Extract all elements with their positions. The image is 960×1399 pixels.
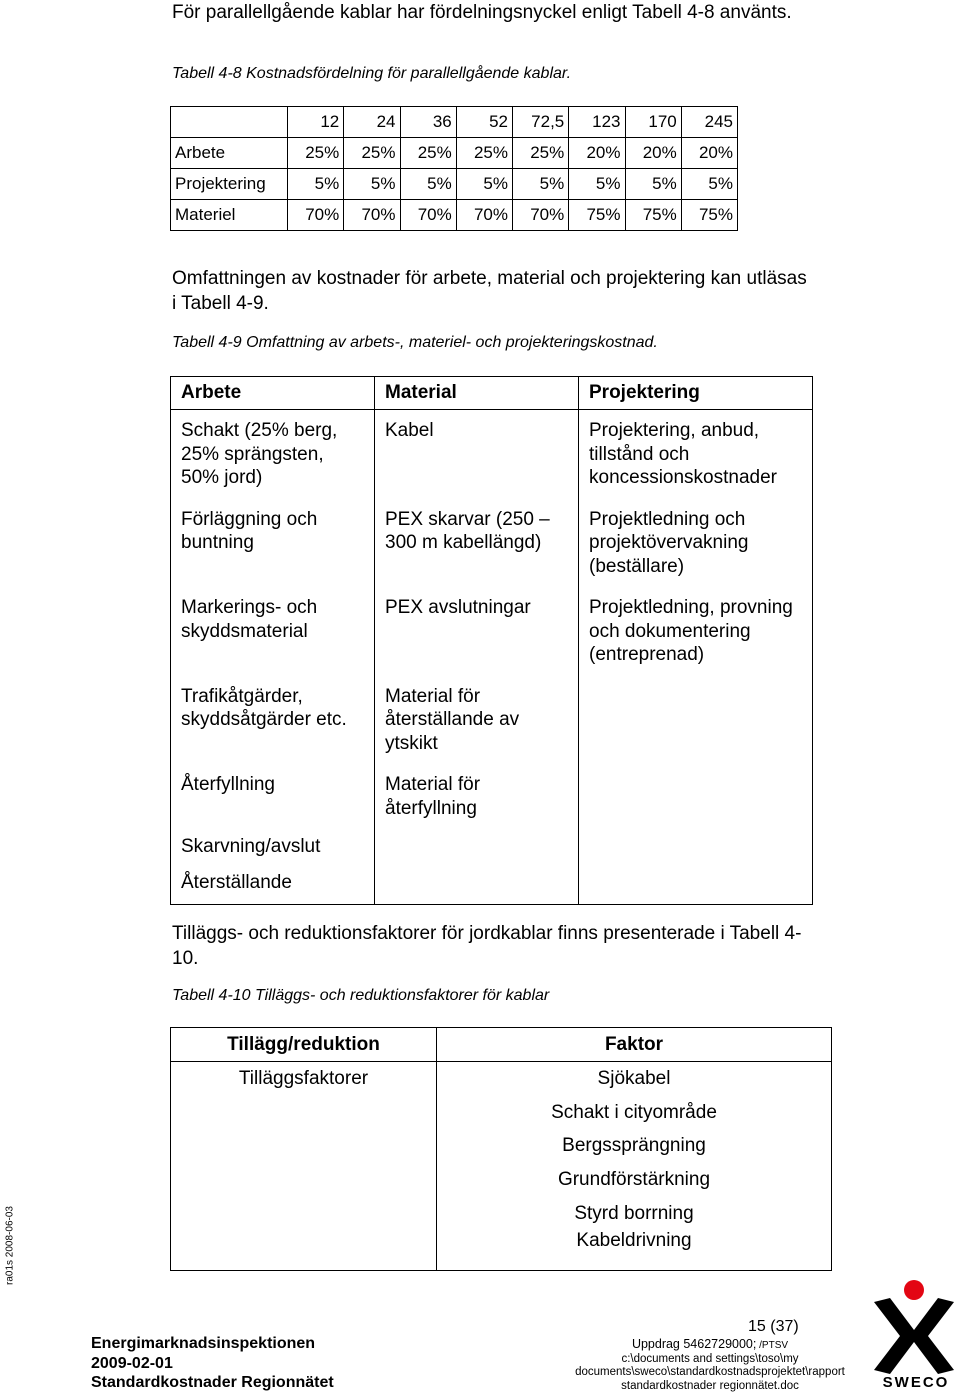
table-header-row	[171, 107, 738, 138]
row-label: Projektering	[171, 169, 288, 200]
table-cell	[171, 1096, 437, 1130]
table-cell: 70%	[400, 200, 456, 231]
header-cell: 36	[400, 107, 456, 138]
header-cell: 72,5	[513, 107, 569, 138]
footer-organization: Energimarknadsinspektionen	[91, 1335, 316, 1352]
table-cell: 5%	[400, 169, 456, 200]
table-cell: 75%	[625, 200, 681, 231]
table-row	[171, 1163, 832, 1197]
table-cell: Schakt (25% berg, 25% sprängsten, 50% jord)	[171, 410, 375, 499]
template-version-label: ra01s 2008-06-03	[4, 1206, 16, 1285]
table-cell: Projektledning och projektövervakning (beställare)	[579, 499, 813, 588]
table-row	[171, 138, 738, 169]
table-cell: Kabeldrivning	[437, 1230, 832, 1271]
table-cell: Förläggning och buntning	[171, 499, 375, 588]
table-cell	[375, 865, 579, 905]
assignment-number: Uppdrag 5462729000;	[631, 1337, 757, 1351]
table-cell: 5%	[344, 169, 400, 200]
table-cell	[579, 865, 813, 905]
table-row	[171, 1062, 832, 1096]
table-row	[171, 499, 813, 588]
header-cell: Projektering	[579, 377, 813, 410]
header-cell: 24	[344, 107, 400, 138]
sweco-logo	[866, 1270, 960, 1394]
footer-path-line-1: c:\documents and settings\toso\my	[621, 1353, 799, 1365]
table-row	[171, 1197, 832, 1231]
page-number: 15 (37)	[748, 1318, 799, 1335]
table-cell: 20%	[625, 138, 681, 169]
table-cell: Grundförstärkning	[437, 1163, 832, 1197]
footer-path-line-3: standardkostnader regionnätet.doc	[621, 1380, 799, 1392]
table-cell: 25%	[513, 138, 569, 169]
table-cell: 20%	[681, 138, 737, 169]
table48-caption: Tabell 4-8 Kostnadsfördelning för parallellgående kablar.	[172, 65, 572, 82]
table-cell	[171, 1197, 437, 1231]
table-row	[171, 410, 813, 499]
header-cell: 123	[569, 107, 625, 138]
table-cell: Kabel	[375, 410, 579, 499]
table-cell	[579, 764, 813, 829]
header-cell: Arbete	[171, 377, 375, 410]
table-cell: Projektledning, provning och dokumentering (entreprenad)	[579, 587, 813, 676]
table-cell: 70%	[513, 200, 569, 231]
table-cell: 25%	[456, 138, 512, 169]
table-cell: Trafikåtgärder, skyddsåtgärder etc.	[171, 676, 375, 765]
table-cell: 25%	[288, 138, 344, 169]
table-row	[171, 1129, 832, 1163]
table-cell: 5%	[456, 169, 512, 200]
header-cell	[171, 107, 288, 138]
header-cell: Tillägg/reduktion	[171, 1028, 437, 1062]
table-cell	[579, 676, 813, 765]
table-cell: 5%	[513, 169, 569, 200]
row-label: Materiel	[171, 200, 288, 231]
table-cell: PEX skarvar (250 – 300 m kabellängd)	[375, 499, 579, 588]
assignment-suffix: /PTSV	[756, 1340, 789, 1351]
table-cell: 5%	[681, 169, 737, 200]
table-cell: Material för återställande av ytskikt	[375, 676, 579, 765]
factors-table	[170, 1027, 832, 1271]
scope-table	[170, 376, 813, 905]
table49-caption: Tabell 4-9 Omfattning av arbets-, materiel- och projekteringskostnad.	[172, 334, 658, 351]
table-cell: 25%	[400, 138, 456, 169]
table-cell: Återställande	[171, 865, 375, 905]
table-cell: Tilläggsfaktorer	[171, 1062, 437, 1096]
header-cell: 170	[625, 107, 681, 138]
table-cell: Återfyllning	[171, 764, 375, 829]
row-label: Arbete	[171, 138, 288, 169]
table-row	[171, 169, 738, 200]
footer-path-line-2: documents\sweco\standardkostnadsprojektet\rapport	[575, 1366, 845, 1378]
table-cell	[171, 1163, 437, 1197]
table-cell: PEX avslutningar	[375, 587, 579, 676]
table-cell: Skarvning/avslut	[171, 829, 375, 865]
footer-assignment	[520, 1338, 900, 1353]
table-row	[171, 676, 813, 765]
table-row	[171, 200, 738, 231]
table-cell: 5%	[625, 169, 681, 200]
table-row	[171, 865, 813, 905]
table-cell	[579, 829, 813, 865]
table-cell: 5%	[569, 169, 625, 200]
table-cell	[375, 829, 579, 865]
table-row	[171, 1096, 832, 1130]
table-cell: Bergssprängning	[437, 1129, 832, 1163]
table-cell: 70%	[456, 200, 512, 231]
header-cell: Faktor	[437, 1028, 832, 1062]
table-cell: Schakt i cityområde	[437, 1096, 832, 1130]
table-header-row	[171, 377, 813, 410]
table-cell: Projektering, anbud, tillstånd och koncessionskostnader	[579, 410, 813, 499]
table-cell: 75%	[569, 200, 625, 231]
table-row	[171, 587, 813, 676]
cost-distribution-table	[170, 106, 738, 231]
table-cell: Markerings- och skyddsmaterial	[171, 587, 375, 676]
table410-caption: Tabell 4-10 Tilläggs- och reduktionsfaktorer för kablar	[172, 987, 550, 1004]
table-row	[171, 1230, 832, 1271]
table-cell: 75%	[681, 200, 737, 231]
scope-paragraph: Omfattningen av kostnader för arbete, material och projektering kan utläsas i Tabell 4-9.	[172, 268, 807, 314]
header-cell: 52	[456, 107, 512, 138]
table-row	[171, 829, 813, 865]
table-cell: 25%	[344, 138, 400, 169]
footer-report-title: Standardkostnader Regionnätet	[91, 1374, 334, 1391]
table-cell	[171, 1230, 437, 1271]
table-cell: 20%	[569, 138, 625, 169]
table-cell: Sjökabel	[437, 1062, 832, 1096]
table-cell: 70%	[344, 200, 400, 231]
table-cell: Styrd borrning	[437, 1197, 832, 1231]
table-cell: Material för återfyllning	[375, 764, 579, 829]
table-cell	[171, 1129, 437, 1163]
table-cell: 70%	[288, 200, 344, 231]
factors-paragraph: Tilläggs- och reduktionsfaktorer för jordkablar finns presenterade i Tabell 4-10.	[172, 923, 802, 969]
footer-date: 2009-02-01	[91, 1355, 173, 1372]
header-cell: 245	[681, 107, 737, 138]
logo-wordmark: SWECO	[882, 1374, 950, 1391]
intro-paragraph: För parallellgående kablar har fördelningsnyckel enligt Tabell 4-8 använts.	[172, 2, 792, 23]
table-row	[171, 764, 813, 829]
table-header-row	[171, 1028, 832, 1062]
table-cell: 5%	[288, 169, 344, 200]
header-cell: Material	[375, 377, 579, 410]
header-cell: 12	[288, 107, 344, 138]
